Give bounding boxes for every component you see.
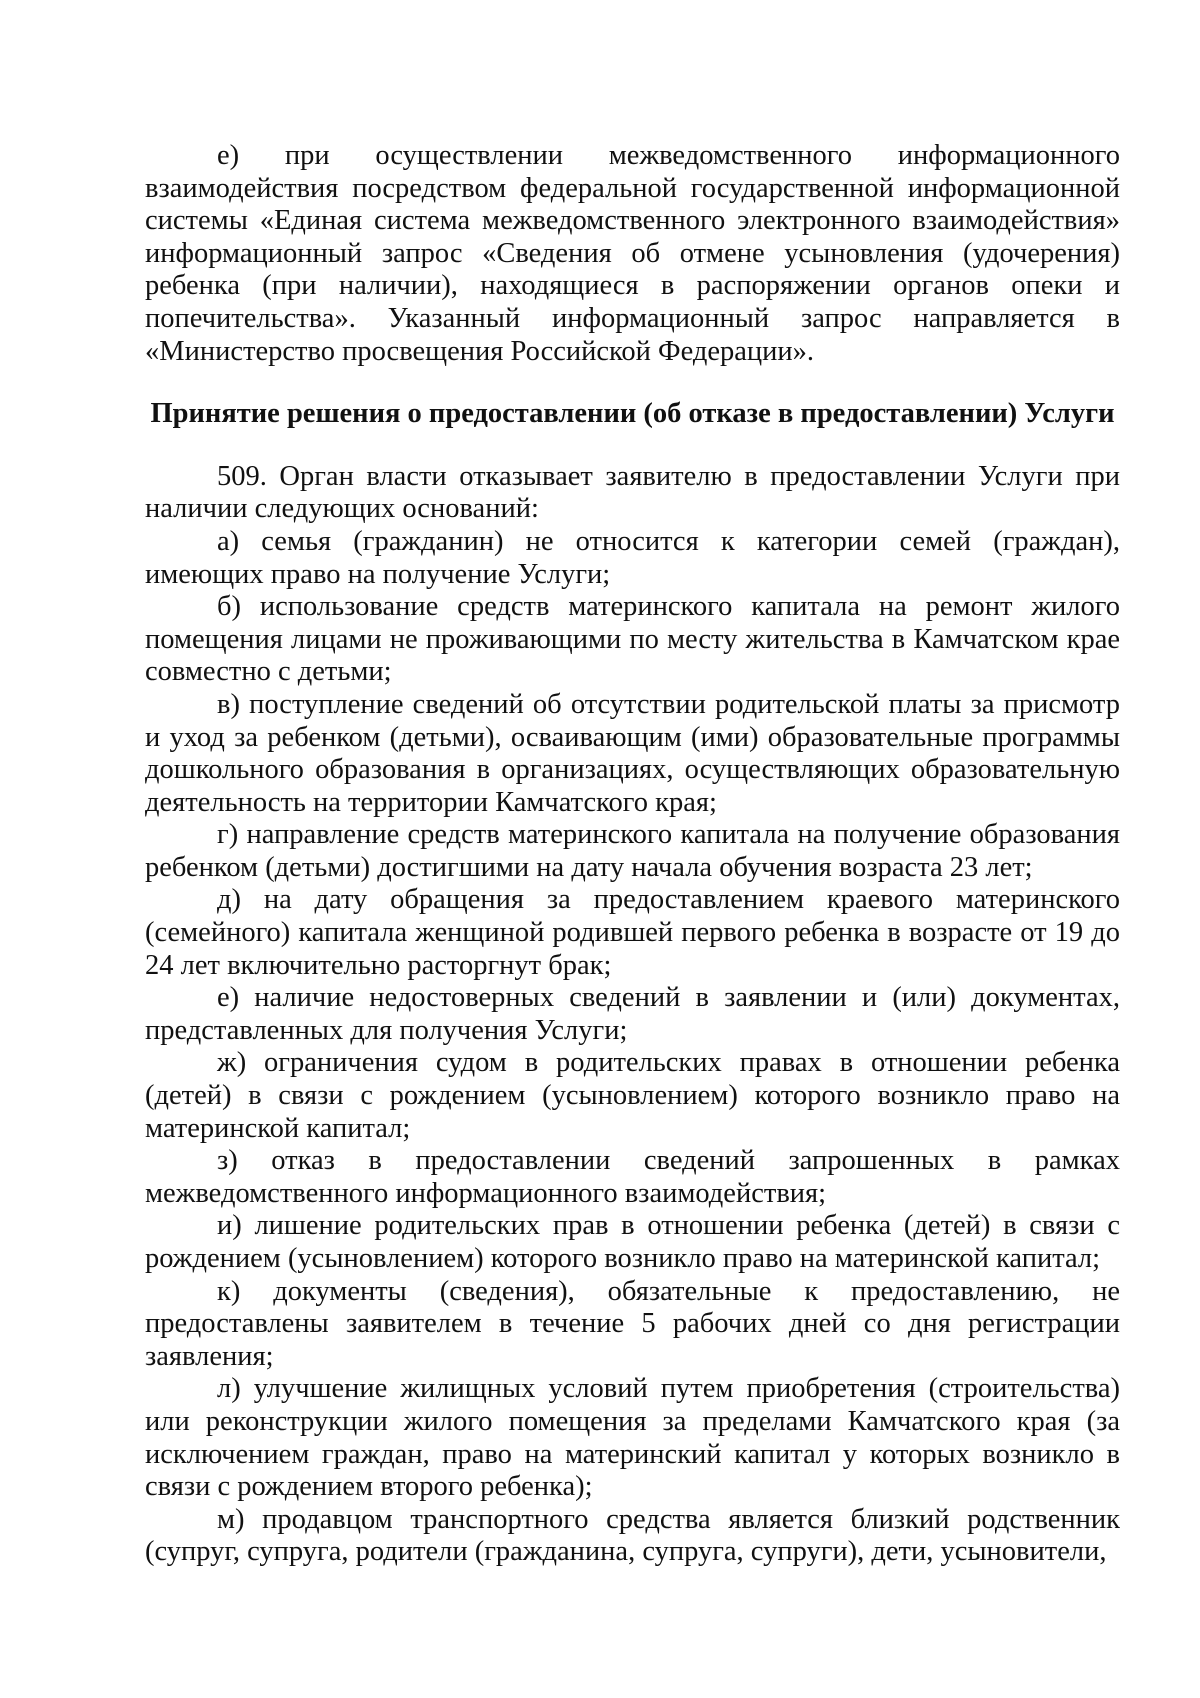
list-item-i: и) лишение родительских прав в отношении ребенка (детей) в связи с рождением (усыновлением) которого возникло право на материнской капитал; [145,1210,1120,1274]
list-item-e: е) наличие недостоверных сведений в заявлении и (или) документах, представленных для получения Услуги; [145,982,1120,1046]
list-item-a: а) семья (гражданин) не относится к категории семей (граждан), имеющих право на получение Услуги; [145,525,1120,590]
list-item-zh: ж) ограничения судом в родительских правах в отношении ребенка (детей) в связи с рождением (усыновлением) которого возникло право на материнской капитал; [145,1047,1120,1144]
intro-paragraph: е) при осуществлении межведомственного информационного взаимодействия посредством федеральной государственной информационной системы «Единая система межведомственного электронного взаимодействия» информационный запрос «Сведения об отмене усыновления (удочерения) ребенка (при наличии), находящиеся в распоряжении органов опеки и попечительства». Указанный информационный запрос направляется в «Министерство просвещения Российской Федерации». [145,140,1120,367]
list-item-l: л) улучшение жилищных условий путем приобретения (строительства) или реконструкции жилого помещения за пределами Камчатского края (за исключением граждан, право на материнский капитал у которых возникло в связи с рождением второго ребенка); [145,1373,1120,1503]
list-item-b: б) использование средств материнского капитала на ремонт жилого помещения лицами не проживающими по месту жительства в Камчатском крае совместно с детьми; [145,591,1120,688]
list-item-z: з) отказ в предоставлении сведений запрошенных в рамках межведомственного информационного взаимодействия; [145,1145,1120,1209]
list-item-m: м) продавцом транспортного средства является близкий родственник (супруг, супруга, родители (гражданина, супруга, супруги), дети, усыновители, [145,1503,1120,1568]
section-heading: Принятие решения о предоставлении (об отказе в предоставлении) Услуги [150,398,1115,430]
document-page [145,140,1120,1569]
list-item-d: д) на дату обращения за предоставлением краевого материнского (семейного) капитала женщиной родившей первого ребенка в возрасте от 19 до 24 лет включительно расторгнут брак; [145,884,1120,981]
list-item-g: г) направление средств материнского капитала на получение образования ребенком (детьми) достигшими на дату начала обучения возраста 23 лет; [145,819,1120,883]
list-item-v: в) поступление сведений об отсутствии родительской платы за присмотр и уход за ребенком (детьми), осваивающим (ими) образовательные программы дошкольного образования в организациях, осуществляющих образовательную деятельность на территории Камчатского края; [145,688,1120,818]
paragraph-509: 509. Орган власти отказывает заявителю в предоставлении Услуги при наличии следующих оснований: [145,460,1120,525]
list-item-k: к) документы (сведения), обязательные к предоставлению, не предоставлены заявителем в течение 5 рабочих дней со дня регистрации заявления; [145,1275,1120,1372]
